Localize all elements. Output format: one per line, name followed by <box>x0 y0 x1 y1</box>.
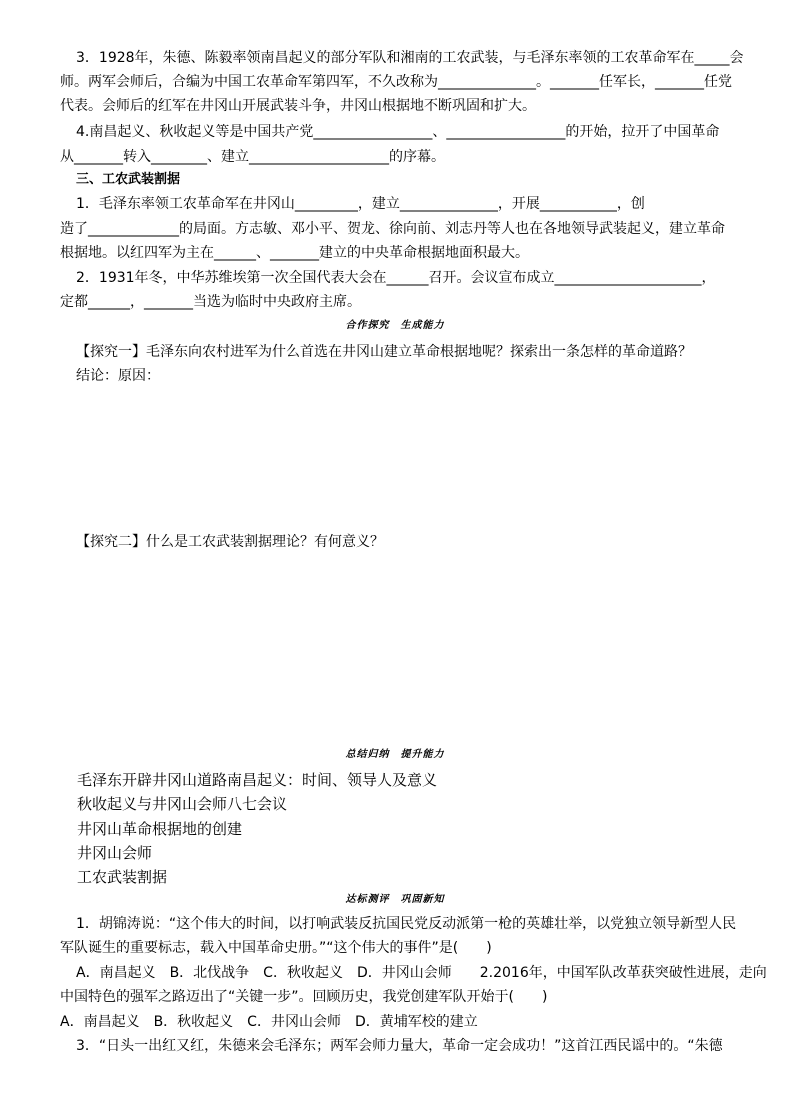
test-question-1-line-2: 军队诞生的重要标志，载入中国革命史册。”“这个伟大的事件”是( ) <box>60 940 492 956</box>
section-title-cooperation: 合作探究 生成能力 <box>345 320 445 331</box>
question-3-line-3: 代表。会师后的红军在井冈山开展武装斗争，井冈山根据地不断巩固和扩大。 <box>60 98 536 114</box>
test-question-2-line-2: 中国特色的强军之路迈出了“关键一步”。回顾历史，我党创建军队开始于( ) <box>60 989 548 1005</box>
item-1-line-2: 造了_____________的局面。方志敏、邓小平、贺龙、徐向前、刘志丹等人也在各地领导武装起义，建立革命 <box>60 221 725 237</box>
question-3-line-2: 师。两军会师后，合编为中国工农革命军第四军，不久改称为______________。_______任军长，_______任党 <box>60 74 732 90</box>
section-title-test: 达标测评 巩固新知 <box>345 894 445 905</box>
test-question-3-line-1: 3．“日头一出红又红，朱德来会毛泽东；两军会师力量大，革命一定会成功！”这首江西民谣中的。“朱德 <box>76 1038 723 1054</box>
summary-item: 工农武装割据 <box>77 868 168 886</box>
item-1-line-3: 根据地。以红四军为主在______、_______建立的中央革命根据地面积最大。 <box>60 245 529 261</box>
item-2-line-1: 2．1931年冬，中华苏维埃第一次全国代表大会在______召开。会议宣布成立_____________________， <box>76 270 716 286</box>
explore-1-question: 【探究一】毛泽东向农村进军为什么首选在井冈山建立革命根据地呢？探索出一条怎样的革命道路？ <box>76 344 692 360</box>
item-1-line-1: 1．毛泽东率领工农革命军在井冈山_________，建立______________，开展___________，创 <box>76 196 645 212</box>
summary-item: 毛泽东开辟井冈山道路南昌起义：时间、领导人及意义 <box>77 771 438 789</box>
summary-item: 秋收起义与井冈山会师八七会议 <box>77 795 288 813</box>
summary-item: 井冈山革命根据地的创建 <box>77 820 243 838</box>
test-options-2: A．南昌起义 B．秋收起义 C．井冈山会师 D．黄埔军校的建立 <box>60 1014 478 1030</box>
question-4-line-1: 4.南昌起义、秋收起义等是中国共产党_________________、_________________的开始，拉开了中国革命 <box>76 124 720 140</box>
test-options-1-and-question-2: A．南昌起义 B．北伐战争 C．秋收起义 D．井冈山会师 2.2016年，中国军队改革获突破性进展，走向 <box>76 965 767 981</box>
test-question-1-line-1: 1．胡锦涛说：“这个伟大的时间，以打响武装反抗国民党反动派第一枪的英雄壮举，以党独立领导新型人民 <box>76 916 737 932</box>
section-heading-3: 三、工农武装割据 <box>76 172 181 187</box>
summary-item: 井冈山会师 <box>77 844 153 862</box>
item-2-line-2: 定都______，_______当选为临时中央政府主席。 <box>60 294 361 310</box>
question-4-line-2: 从_______转入________、建立____________________的序幕。 <box>60 149 445 165</box>
question-3-line-1: 3．1928年，朱德、陈毅率领南昌起义的部分军队和湘南的工农武装，与毛泽东率领的工农革命军在_____会 <box>76 50 744 66</box>
conclusion-label: 结论：原因： <box>76 368 160 384</box>
section-title-summary: 总结归纳 提升能力 <box>345 749 445 760</box>
explore-2-question: 【探究二】什么是工农武装割据理论？有何意义？ <box>76 534 384 550</box>
